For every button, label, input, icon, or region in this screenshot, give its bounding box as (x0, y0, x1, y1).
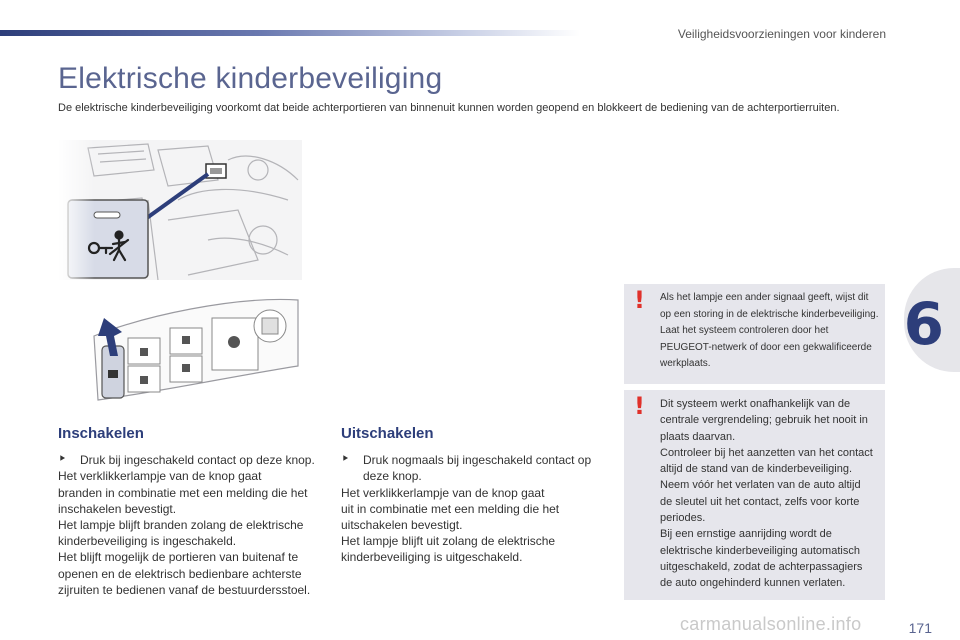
deactivate-step: ⯈ Druk nogmaals bij ingeschakeld contact op deze knop. (341, 453, 592, 484)
warning-line: periodes. (660, 512, 706, 525)
exclamation-icon: ! (634, 286, 645, 314)
warning-box (624, 284, 885, 384)
warning-line: centrale vergrendeling; gebruik het nooit in (660, 414, 868, 427)
activate-line: Het verklikkerlampje van de knop gaat (58, 469, 262, 484)
warning-line: de sleutel uit het contact, zelfs voor korte (660, 495, 860, 508)
warning-line: uitgeschakeld, zodat de achterpassagiers (660, 560, 863, 573)
page-number: 171 (908, 620, 932, 636)
deactivate-section (341, 426, 605, 566)
deactivate-line: Het lampje blijft uit zolang de elektrische (341, 534, 556, 549)
header-bar (0, 30, 580, 36)
warning-line: PEUGEOT-netwerk of door een gekwalificeerde (660, 341, 872, 353)
activate-line: branden in combinatie met een melding die het (58, 485, 308, 500)
warning-line: op een storing in de elektrische kinderbeveiliging. (660, 308, 879, 320)
activate-line: Het lampje blijft branden zolang de elektrische (58, 518, 304, 533)
activate-step: ⯈ Druk bij ingeschakeld contact op deze knop. (58, 453, 315, 468)
warning-line: Controleer bij het aanzetten van het contact (660, 446, 873, 459)
warning-line: Neem vóór het verlaten van de auto altijd (660, 479, 861, 492)
activate-line: kinderbeveiliging is ingeschakeld. (58, 534, 237, 549)
deactivate-line: uit in combinatie met een melding die het (341, 501, 560, 516)
child-lock-icon (86, 226, 132, 266)
section-title: Veiligheidsvoorzieningen voor kinderen (677, 27, 886, 41)
intro-text: De elektrische kinderbeveiliging voorkomt dat beide achterportieren van binnenuit kunnen worden geopend en blokkeert de bediening van de achterportierruiten. (58, 102, 840, 114)
warning-line: Laat het systeem controleren door het (660, 325, 829, 336)
window-control-illustration (84, 296, 302, 404)
warning-line: werkplaats. (660, 358, 711, 369)
activate-line: inschakelen bevestigt. (58, 501, 177, 516)
arrow-right-icon: ⯈ (341, 454, 349, 466)
dashboard-illustration (58, 140, 302, 280)
warning-line: altijd de stand van de kinderbeveiliging. (660, 463, 853, 476)
chapter-number: 6 (903, 290, 944, 358)
page-title: Elektrische kinderbeveiliging (58, 62, 443, 95)
activate-line: openen en de elektrisch bedienbare achterste (58, 566, 302, 581)
deactivate-line: uitschakelen bevestigt. (341, 518, 463, 533)
watermark: carmanualsonline.info (680, 614, 862, 634)
activate-line: zijruiten te bedienen vanaf de bestuurdersstoel. (58, 582, 311, 597)
arrow-right-icon: ⯈ (58, 454, 66, 466)
exclamation-icon: ! (634, 392, 645, 420)
warning-line: elektrische kinderbeveiliging automatisch (660, 544, 860, 557)
warning-line: Als het lampje een ander signaal geeft, wijst dit (660, 292, 869, 303)
warning-line: Bij een ernstige aanrijding wordt de (660, 528, 832, 541)
activate-heading: Inschakelen (58, 425, 144, 442)
warning-line: plaats daarvan. (660, 430, 736, 443)
deactivate-line: Het verklikkerlampje van de knop gaat (341, 485, 545, 500)
warning-box (624, 390, 885, 600)
warning-line: Dit systeem werkt onafhankelijk van de (660, 398, 851, 410)
deactivate-heading: Uitschakelen (341, 425, 434, 442)
deactivate-line: kinderbeveiliging is uitgeschakeld. (341, 550, 523, 565)
warning-line: de auto ongehinderd kunnen verlaten. (660, 577, 846, 590)
activate-line: Het blijft mogelijk de portieren van buitenaf te (58, 550, 299, 565)
activate-section (58, 426, 322, 598)
